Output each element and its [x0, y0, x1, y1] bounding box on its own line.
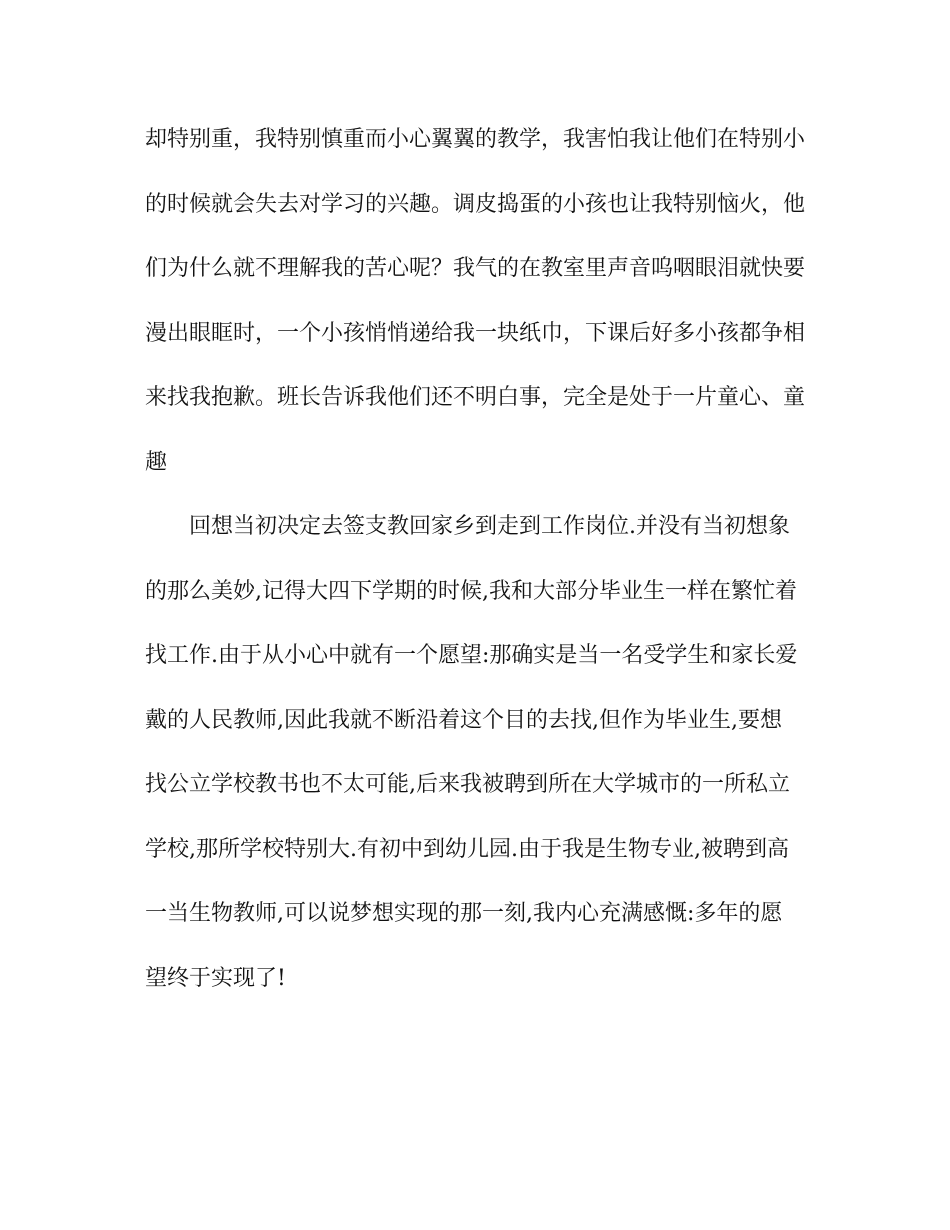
text-line: 来找我抱歉。班长告诉我他们还不明白事，完全是处于一片童心、童 [145, 385, 806, 410]
text-line: 趣 [145, 449, 168, 475]
text-line: 望终于实现了! [145, 965, 286, 991]
text-line: 们为什么就不理解我的苦心呢？我气的在教室里声音呜咽眼泪就快要 [145, 256, 806, 281]
document-body [145, 118, 805, 1021]
text-line: 戴的人民教师,因此我就不断沿着这个目的去找,但作为毕业生,要想 [145, 707, 782, 733]
text-line: 找工作.由于从小心中就有一个愿望:那确实是当一名受学生和家长爱 [145, 643, 798, 668]
text-line: 的时候就会失去对学习的兴趣。调皮捣蛋的小孩也让我特别恼火，他 [145, 191, 806, 217]
paragraph-2 [145, 505, 805, 1021]
text-line: 漫出眼眶时，一个小孩悄悄递给我一块纸巾，下课后好多小孩都争相 [145, 320, 806, 346]
paragraph-1 [145, 118, 805, 505]
text-line-indented: 回想当初决定去签支教回家乡到走到工作岗位.并没有当初想象 [189, 514, 790, 539]
text-line: 的那么美妙,记得大四下学期的时候,我和大部分毕业生一样在繁忙着 [145, 578, 797, 604]
text-line: 却特别重，我特别慎重而小心翼翼的教学，我害怕我让他们在特别小 [145, 127, 806, 152]
text-line: 找公立学校教书也不太可能,后来我被聘到所在大学城市的一所私立 [145, 772, 790, 797]
text-line: 学校,那所学校特别大.有初中到幼儿园.由于我是生物专业,被聘到高 [145, 836, 789, 862]
text-line: 一当生物教师,可以说梦想实现的那一刻,我内心充满感慨:多年的愿 [145, 901, 783, 926]
